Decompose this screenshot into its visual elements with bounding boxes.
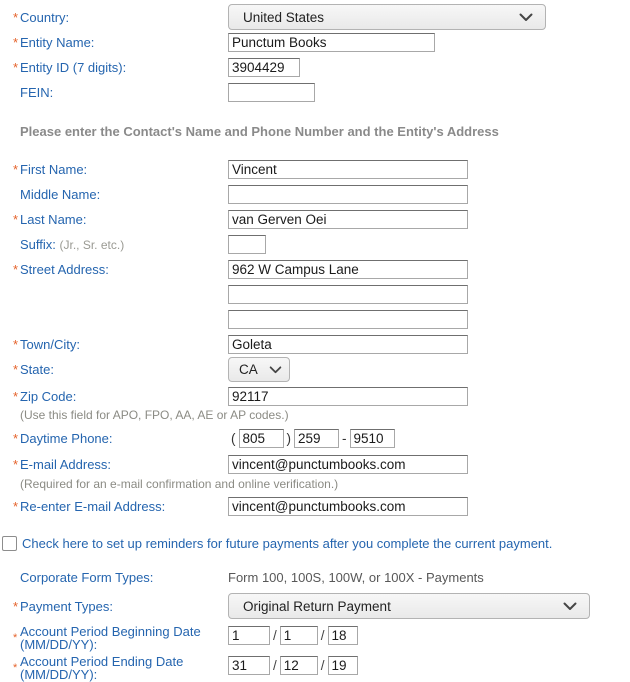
row-period-end xyxy=(0,654,630,681)
row-last-name xyxy=(0,210,630,229)
period-end-day-input[interactable] xyxy=(280,656,318,675)
date-slash: / xyxy=(273,658,277,673)
row-street-address xyxy=(0,260,630,279)
reenter-email-label: * Re-enter E-mail Address: xyxy=(13,499,166,514)
suffix-input[interactable] xyxy=(228,235,266,254)
required-marker: * xyxy=(13,337,19,352)
required-marker: * xyxy=(13,389,19,404)
row-first-name xyxy=(0,160,630,179)
reminder-checkbox[interactable] xyxy=(2,536,17,551)
required-marker: * xyxy=(13,598,19,614)
daytime-phone-label: * Daytime Phone: xyxy=(13,431,113,446)
entity-id-input[interactable] xyxy=(228,58,300,77)
zip-code-note: (Use this field for APO, FPO, AA, AE or AP codes.) xyxy=(20,408,289,422)
required-marker: * xyxy=(13,9,19,25)
required-marker: * xyxy=(13,35,19,50)
street-address-line3-input[interactable] xyxy=(228,310,468,329)
row-country xyxy=(0,4,630,30)
corporate-form-types-value: Form 100, 100S, 100W, or 100X - Payments xyxy=(228,570,484,585)
row-zip-code xyxy=(0,387,630,406)
country-select-value: United States xyxy=(243,9,325,25)
row-entity-id xyxy=(0,58,630,77)
reminder-row xyxy=(0,536,630,551)
suffix-hint: (Jr., Sr. etc.) xyxy=(59,237,125,252)
row-period-begin xyxy=(0,624,630,651)
required-marker: * xyxy=(13,499,19,514)
country-label: * Country: xyxy=(13,9,70,25)
period-end-label: * Account Period Ending Date (MM/DD/YY): xyxy=(13,654,184,682)
phone-dash: - xyxy=(342,431,347,446)
last-name-label: * Last Name: xyxy=(13,212,87,227)
required-marker: * xyxy=(13,632,18,644)
required-marker: * xyxy=(13,457,19,472)
period-begin-year-input[interactable] xyxy=(328,626,358,645)
phone-close-paren: ) xyxy=(286,431,291,446)
street-address-label: * Street Address: xyxy=(13,262,109,277)
period-end-month-input[interactable] xyxy=(228,656,270,675)
required-marker: * xyxy=(13,362,19,377)
fein-label: FEIN: xyxy=(20,85,54,100)
entity-name-label: * Entity Name: xyxy=(13,35,95,50)
zip-code-label: * Zip Code: xyxy=(13,389,77,404)
required-marker: * xyxy=(13,431,19,446)
row-town-city xyxy=(0,335,630,354)
required-marker: * xyxy=(13,212,19,227)
suffix-label: Suffix: (Jr., Sr. etc.) xyxy=(20,236,125,252)
period-end-year-input[interactable] xyxy=(328,656,358,675)
entity-id-label: * Entity ID (7 digits): xyxy=(13,60,127,75)
first-name-input[interactable] xyxy=(228,160,468,179)
period-begin-month-input[interactable] xyxy=(228,626,270,645)
chevron-down-icon xyxy=(519,13,533,22)
state-label: * State: xyxy=(13,362,54,377)
fein-input[interactable] xyxy=(228,83,315,102)
phone-line-input[interactable] xyxy=(350,429,395,448)
town-city-input[interactable] xyxy=(228,335,468,354)
payment-types-label: * Payment Types: xyxy=(13,598,113,614)
row-email xyxy=(0,455,630,474)
state-select-value: CA xyxy=(239,362,258,377)
required-marker: * xyxy=(13,262,19,277)
row-suffix xyxy=(0,235,630,254)
row-street-address-3 xyxy=(0,310,630,329)
row-middle-name xyxy=(0,185,630,204)
chevron-down-icon xyxy=(269,366,282,374)
entity-name-input[interactable] xyxy=(228,33,435,52)
state-select[interactable] xyxy=(228,357,290,382)
zip-code-input[interactable] xyxy=(228,387,468,406)
email-note: (Required for an e-mail confirmation and online verification.) xyxy=(20,477,339,491)
row-payment-types xyxy=(0,593,630,619)
required-marker: * xyxy=(13,162,19,177)
phone-area-input[interactable] xyxy=(239,429,284,448)
row-street-address-2 xyxy=(0,285,630,304)
row-corporate-form-types xyxy=(0,570,630,585)
town-city-label: * Town/City: xyxy=(13,337,80,352)
email-input[interactable] xyxy=(228,455,468,474)
first-name-label: * First Name: xyxy=(13,162,88,177)
phone-prefix-input[interactable] xyxy=(294,429,339,448)
date-slash: / xyxy=(273,628,277,643)
middle-name-input[interactable] xyxy=(228,185,468,204)
phone-open-paren: ( xyxy=(231,431,236,446)
row-reenter-email xyxy=(0,497,630,516)
last-name-input[interactable] xyxy=(228,210,468,229)
middle-name-label: Middle Name: xyxy=(20,187,101,202)
payment-types-select-value: Original Return Payment xyxy=(243,598,391,614)
country-select[interactable] xyxy=(228,4,546,30)
row-daytime-phone xyxy=(0,429,630,448)
required-marker: * xyxy=(13,60,19,75)
date-slash: / xyxy=(320,658,325,673)
row-fein xyxy=(0,83,630,102)
required-marker: * xyxy=(13,662,18,674)
reenter-email-input[interactable] xyxy=(228,497,468,516)
period-begin-day-input[interactable] xyxy=(280,626,318,645)
email-label: * E-mail Address: xyxy=(13,457,112,472)
reminder-label: Check here to set up reminders for future payments after you complete the current payment. xyxy=(22,536,553,551)
contact-section-heading: Please enter the Contact's Name and Phone Number and the Entity's Address xyxy=(20,124,499,139)
chevron-down-icon xyxy=(563,602,577,611)
date-slash: / xyxy=(320,628,325,643)
period-begin-label: * Account Period Beginning Date (MM/DD/YY): xyxy=(13,624,201,652)
corporate-form-types-label: Corporate Form Types: xyxy=(20,570,154,585)
street-address-line2-input[interactable] xyxy=(228,285,468,304)
payment-types-select[interactable] xyxy=(228,593,590,619)
street-address-line1-input[interactable] xyxy=(228,260,468,279)
row-state xyxy=(0,357,630,382)
row-entity-name xyxy=(0,33,630,52)
